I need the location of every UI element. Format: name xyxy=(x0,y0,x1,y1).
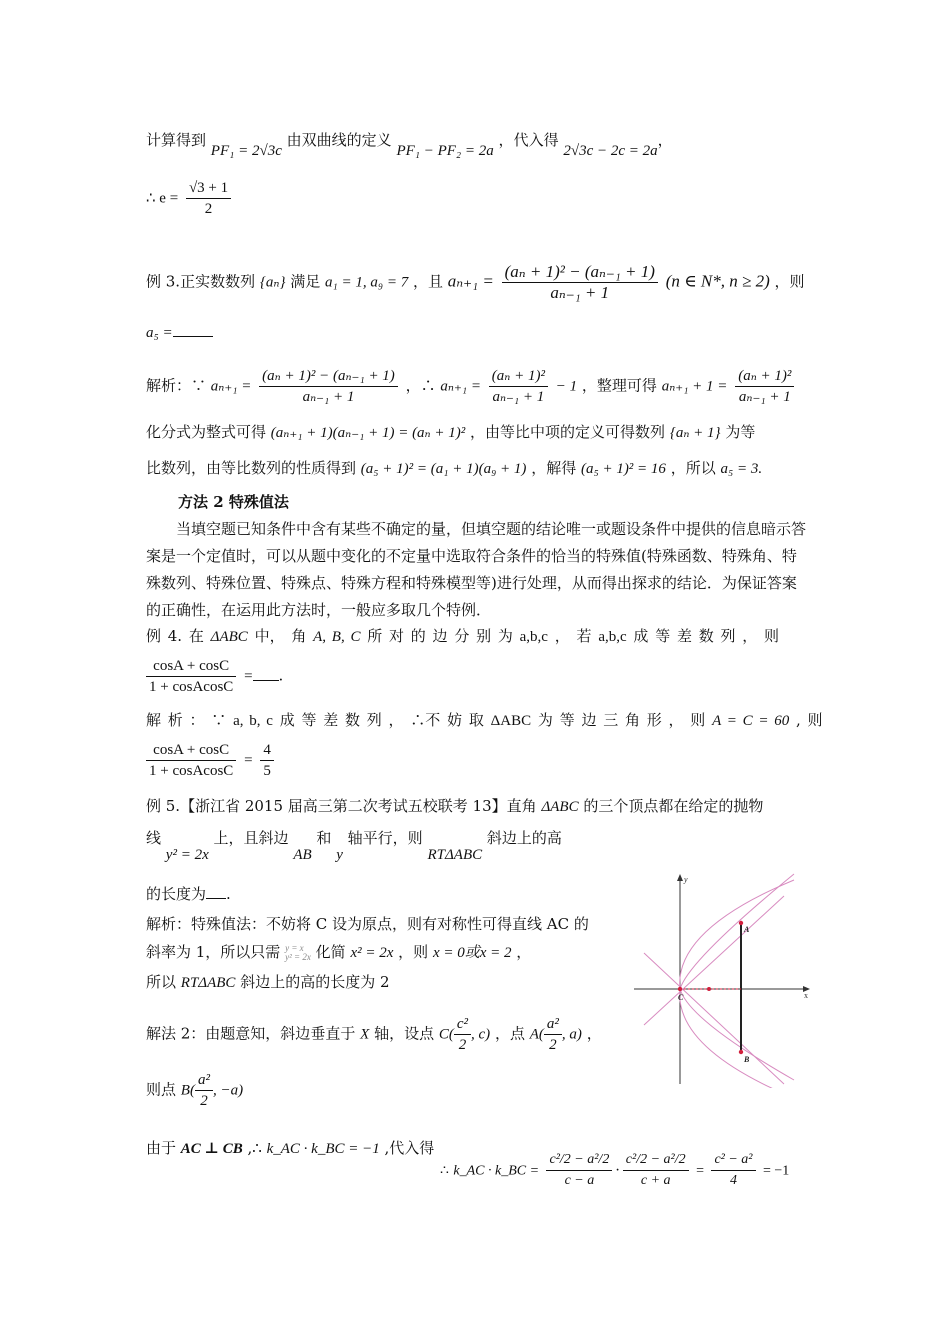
text-definition: 由双曲线的定义 xyxy=(286,131,392,149)
solution-5-line2 xyxy=(146,940,531,965)
sol4-c: 为 等 边 三 角 形 ， 则 xyxy=(537,711,706,729)
sol4-answer-fraction xyxy=(260,740,274,781)
answer-blank xyxy=(173,322,213,337)
sol5-eq2: x = 0或x = 2 xyxy=(432,945,512,961)
line-ac xyxy=(644,953,784,1084)
solution-3-line2 xyxy=(146,420,755,445)
sol3-num2: (aₙ + 1)² xyxy=(491,368,545,384)
sol5-b-den: 2 xyxy=(195,1090,213,1111)
e-fraction xyxy=(186,178,231,219)
sol5-b-prefix: 则点 xyxy=(146,1080,177,1099)
sol5-line2-d: ， xyxy=(516,943,532,961)
ex5-b: 的三个顶点都在给定的抛物 xyxy=(583,797,764,815)
sol4-b: 成 等 差 数 列 ， ∴不 妨 取 xyxy=(279,711,484,729)
sol5-b-frac xyxy=(195,1070,213,1111)
sol4-fraction xyxy=(146,740,236,781)
sol5-frac1 xyxy=(546,1150,612,1191)
sol3-answer: a₅ = 3. xyxy=(720,461,763,477)
sol3-arrange: ，整理可得 xyxy=(581,376,657,395)
ex5-line3-end: . xyxy=(226,885,231,903)
answer-blank xyxy=(206,884,226,899)
example-5-line3 xyxy=(146,882,231,906)
parabola-curve xyxy=(680,880,794,1088)
sol5-m2-c: ，点 xyxy=(494,1024,525,1043)
ex4-num: cosA + cosC xyxy=(153,658,230,674)
parabola-graph xyxy=(634,870,812,1088)
ex4-fraction xyxy=(146,656,236,697)
sol3-den3: aₙ₋₁ + 1 xyxy=(735,386,794,407)
sol5-k-prod: k_AC · k_BC = −1 xyxy=(266,1141,380,1157)
ex4-sides2: a,b,c xyxy=(598,629,627,645)
ex3-and: ，且 xyxy=(413,272,444,291)
sol5-frac2 xyxy=(623,1150,689,1191)
example-3-line xyxy=(146,262,805,303)
solution-5-point-b xyxy=(146,1070,243,1111)
ex3-label: 例 3.正实数数列 xyxy=(146,272,256,291)
ex4-e: 成 等 差 数 列 ， 则 xyxy=(633,627,780,645)
method-2-title: 方法 2 特殊值法 xyxy=(178,493,289,511)
sol5-system-top: y = x xyxy=(285,943,304,953)
sol3-frac1 xyxy=(259,366,398,407)
ex5-tri: ΔABC xyxy=(541,799,579,815)
sol5-rt: RTΔABC xyxy=(180,975,236,991)
sol5-last-c: ,代入得 xyxy=(384,1139,435,1157)
sol5-m2-d: ， xyxy=(586,1024,602,1043)
ex4-angles: A, B, C xyxy=(313,629,361,645)
ex5-line2-e: 斜边上的高 xyxy=(486,829,562,847)
label-b: B xyxy=(744,1055,750,1064)
eccentricity-line xyxy=(146,178,234,219)
sol5-system-bot: y² = 2x xyxy=(285,952,311,962)
sol5-line2-c: ，则 xyxy=(398,943,429,961)
label-c: C xyxy=(678,993,684,1002)
solution-5-final-expr xyxy=(440,1150,789,1191)
sol4-ans-den: 5 xyxy=(260,760,274,781)
sol5-f2-bot: c + a xyxy=(623,1170,689,1191)
sol5-c-den: 2 xyxy=(454,1034,471,1055)
sol5-c-num: c² xyxy=(456,1016,469,1032)
hyperbola-calc-line: 计算得到 PF₁ = 2√3c 由双曲线的定义 PF₁ − PF₂ = 2a ，代入得 2√3c − 2c = 2a， xyxy=(146,131,673,159)
sol5-last-a: 由于 xyxy=(146,1139,177,1157)
sol3-frac3 xyxy=(735,366,794,407)
ex4-b: 中， 角 xyxy=(254,627,307,645)
solution-5-final xyxy=(146,1136,434,1161)
sol3-frac2 xyxy=(489,366,548,407)
pf1-expr: PF₁ = 2√3c xyxy=(210,143,282,159)
sol5-system xyxy=(285,944,311,962)
example-4-fraction-line xyxy=(146,656,283,697)
sol5-line3-a: 所以 xyxy=(146,973,177,991)
sol5-a-pt: A( xyxy=(529,1026,544,1043)
sol4-den: 1 + cosAcosC xyxy=(146,760,236,781)
sol3-den2: aₙ₋₁ + 1 xyxy=(489,386,548,407)
sol5-a-end: , a) xyxy=(561,1026,582,1043)
ex3-seq: {aₙ} xyxy=(259,274,286,291)
example-4-line xyxy=(146,624,779,649)
ex4-dot: . xyxy=(278,666,284,685)
sol4-d: , 则 xyxy=(796,711,823,729)
sol5-frac3 xyxy=(711,1150,755,1191)
sol5-c-frac xyxy=(454,1014,471,1055)
sol4-a: 解 析 ： ∵ xyxy=(146,711,227,729)
sol3-line3-prefix: 比数列，由等比数列的性质得到 xyxy=(146,459,357,477)
ex5-line3: 的长度为 xyxy=(146,885,207,903)
ex5-line2-d: 轴平行，则 xyxy=(347,829,423,847)
sol5-eq1: x² = 2x xyxy=(350,945,394,961)
sol5-result: = −1 xyxy=(762,1163,790,1179)
subst-expr: 2√3c − 2c = 2a xyxy=(563,143,658,159)
ex3-init: a₁ = 1, a₉ = 7 xyxy=(325,274,409,291)
point-a xyxy=(739,921,743,925)
sol3-label: 解析：∵ xyxy=(146,376,207,395)
sol5-dot: · xyxy=(615,1162,620,1179)
sol5-b-end: , −a) xyxy=(212,1082,244,1099)
sol4-tri: ΔABC xyxy=(490,713,532,729)
ex4-c: 所 对 的 边 分 别 为 xyxy=(367,627,513,645)
solution-3-line3 xyxy=(146,456,762,481)
ex3-den: aₙ₋₁ + 1 xyxy=(502,282,658,303)
solution-5-line3 xyxy=(146,970,390,995)
sol5-line2-b: 化简 xyxy=(315,943,346,961)
sol5-eq: = xyxy=(696,1163,704,1179)
sol4-angle-eq: A = C = 60 xyxy=(712,713,790,729)
solution-4-line xyxy=(146,708,823,733)
sol5-line2-a: 斜率为 1，所以只需 xyxy=(146,943,281,961)
sol3-lhs1: aₙ₊₁ = xyxy=(210,378,252,395)
sol5-a-frac xyxy=(544,1014,562,1055)
ex4-d: ， 若 xyxy=(554,627,592,645)
sol3-den1: aₙ₋₁ + 1 xyxy=(259,386,398,407)
sol4-ans-num: 4 xyxy=(263,742,271,758)
solution-5-line1: 解析：特殊值法：不妨将 C 设为原点，则有对称性可得直线 AC 的 xyxy=(146,915,589,933)
e-prefix: ∴ e = xyxy=(146,190,179,207)
sol5-k-prod2: k_AC · k_BC = xyxy=(453,1163,540,1179)
sol5-c-end: , c) xyxy=(471,1026,491,1043)
sol5-m2-a: 解法 2：由题意知，斜边垂直于 xyxy=(146,1024,356,1043)
sol5-b-num: a² xyxy=(197,1072,210,1088)
ex4-den: 1 + cosAcosC xyxy=(146,676,236,697)
sol3-minus-one: − 1 xyxy=(555,378,578,395)
sol5-last-b: ,∴ xyxy=(247,1139,262,1157)
sol3-line2-end: 为等 xyxy=(725,423,756,441)
ex3-fraction xyxy=(502,262,658,303)
solution-5-method2 xyxy=(146,1014,602,1055)
y-axis-arrow-icon xyxy=(677,874,683,881)
point-b xyxy=(739,1050,743,1054)
point-mid xyxy=(707,987,711,991)
example-3-question xyxy=(146,320,213,345)
text-calc-prefix: 计算得到 xyxy=(146,131,207,149)
sol4-sides: a, b, c xyxy=(233,713,273,729)
sol5-x-var: X xyxy=(360,1026,370,1043)
ex5-side-ab: AB xyxy=(293,847,312,863)
method-2-paragraph: 当填空题已知条件中含有某些不确定的量，但填空题的结论唯一或题设条件中提供的信息暗示答案是一个定值时，可以从题中变化的不定量中选取符合条件的恰当的特殊值(特殊函数、特殊角、特殊数列、特殊位置、特殊点、特殊方程和特殊模型等)进行处理，从而得出探求的结论．为保证答案的正确性，在运用此方法时，一般应多取几个特例． xyxy=(146,520,807,619)
sol5-line3-b: 斜边上的高的长度为 2 xyxy=(240,973,390,991)
ex4-eq: = xyxy=(244,668,253,685)
x-axis-label: x xyxy=(804,991,808,1000)
ex5-a: 例 5.【浙江省 2015 届高三第二次考试五校联考 13】直角 xyxy=(146,797,537,815)
ex4-sides: a,b,c xyxy=(519,629,548,645)
line-cb xyxy=(644,896,784,1025)
pf-diff-expr: PF₁ − PF₂ = 2a xyxy=(396,143,494,159)
ex3-cond: 满足 xyxy=(290,272,321,291)
ex5-rt: RTΔABC xyxy=(427,847,483,863)
ex5-parabola: y² = 2x xyxy=(165,847,209,863)
sol3-num1: (aₙ + 1)² − (aₙ₋₁ + 1) xyxy=(262,368,395,384)
e-numerator: √3 + 1 xyxy=(188,180,229,196)
sol3-line2-mid: ，由等比中项的定义可得数列 xyxy=(470,423,666,441)
sol3-line2-expr: (aₙ₊₁ + 1)(aₙ₋₁ + 1) = (aₙ + 1)² xyxy=(270,425,466,441)
example-5-line2 xyxy=(146,826,562,863)
sol5-f1-bot: c − a xyxy=(546,1170,612,1191)
sol4-num: cosA + cosC xyxy=(153,742,230,758)
sol3-line3-end: ，所以 xyxy=(670,459,716,477)
solution-3-line1 xyxy=(146,366,797,407)
ex3-domain: (n ∈ N*, n ≥ 2) xyxy=(665,271,770,291)
y-axis-label: y xyxy=(684,875,688,884)
sol5-f1-top: c²/2 − a²/2 xyxy=(549,1152,610,1167)
sol3-num3: (aₙ + 1)² xyxy=(738,368,792,384)
ex4-a: 例 4. 在 xyxy=(146,627,204,645)
ex4-tri: ΔABC xyxy=(210,629,248,645)
sol5-perp: AC ⊥ CB xyxy=(180,1141,243,1157)
sol3-therefore: ，∴ xyxy=(405,376,436,395)
sol5-a-den: 2 xyxy=(544,1034,562,1055)
sol5-f3-den: 4 xyxy=(711,1170,755,1191)
ex5-line2-c: 和 xyxy=(316,829,332,847)
ex3-then: ，则 xyxy=(774,272,805,291)
sol5-c-pt: C( xyxy=(438,1026,454,1043)
example-5-line1 xyxy=(146,794,763,819)
sol3-line3-mid: ，解得 xyxy=(531,459,577,477)
sol5-last-d: ∴ xyxy=(440,1162,449,1179)
ex5-line2-b: 上，且斜边 xyxy=(213,829,289,847)
sol3-line3-expr: (a₅ + 1)² = (a₁ + 1)(a₉ + 1) xyxy=(360,461,527,477)
sol5-m2-b: 轴，设点 xyxy=(374,1024,435,1043)
ex5-line2-a: 线 xyxy=(146,829,162,847)
sol3-lhs2: aₙ₊₁ = xyxy=(440,378,481,395)
parabola-curve-2 xyxy=(680,874,794,1080)
ex3-num: (aₙ + 1)² − (aₙ₋₁ + 1) xyxy=(504,262,655,281)
point-c xyxy=(678,987,682,991)
answer-blank xyxy=(253,666,279,681)
sol4-eq: = xyxy=(244,752,253,769)
sol5-a-num: a² xyxy=(546,1016,559,1032)
text-substitute: 代入得 xyxy=(513,131,559,149)
solution-4-fraction-line xyxy=(146,740,277,781)
sol5-b-pt: B( xyxy=(180,1082,195,1099)
e-denominator: 2 xyxy=(186,198,231,219)
sol3-line2-seq: {aₙ + 1} xyxy=(669,425,721,441)
ex3-ask: a₅ = xyxy=(146,325,173,341)
sol5-f2-top: c²/2 − a²/2 xyxy=(625,1152,686,1167)
sol3-lhs3: aₙ₊₁ + 1 = xyxy=(661,378,728,395)
sol3-line2-prefix: 化分式为整式可得 xyxy=(146,423,267,441)
label-a: A xyxy=(744,925,750,934)
ex3-lhs: aₙ₊₁ = xyxy=(447,271,494,291)
sol5-f3-num: c² − a² xyxy=(714,1152,753,1167)
ex5-axis-y: y xyxy=(336,847,343,863)
sol3-line3-expr2: (a₅ + 1)² = 16 xyxy=(580,461,666,477)
